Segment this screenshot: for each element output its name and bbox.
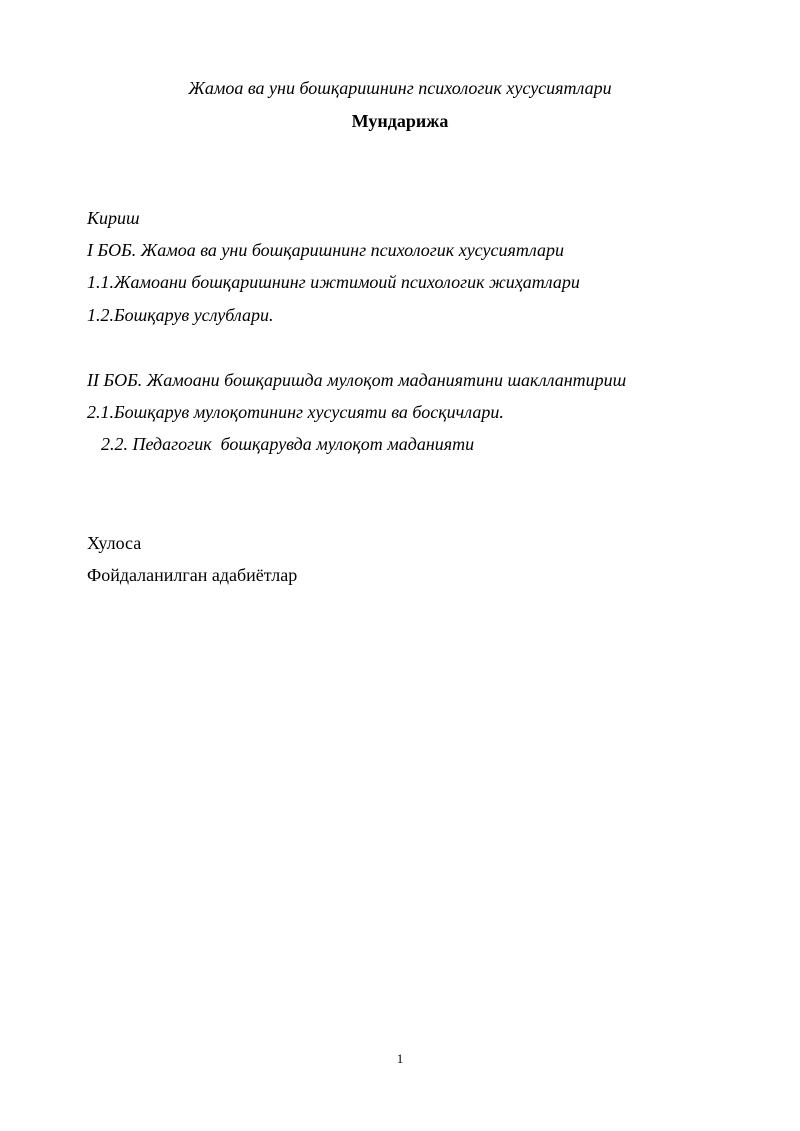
- toc-item-chapter-1: I БОБ. Жамоа ва уни бошқаришнинг психологик хусусиятлари: [87, 240, 564, 260]
- page-number: 1: [396, 1051, 404, 1066]
- toc-item-conclusion: Хулоса: [87, 533, 142, 553]
- toc-item-section-1-1: 1.1.Жамоани бошқаришнинг ижтимоий психологик жиҳатлари: [87, 272, 580, 292]
- page-title: Мундарижа: [351, 111, 449, 131]
- toc-item-section-2-1: 2.1.Бошқарув мулоқотининг хусусияти ва босқичлари.: [87, 402, 504, 422]
- toc-item-section-2-2: 2.2. Педагогик бошқарувда мулоқот маданияти: [101, 434, 475, 454]
- toc-item-references: Фойдаланилган адабиётлар: [87, 565, 298, 585]
- toc-item-intro: Кириш: [87, 208, 140, 228]
- toc-item-chapter-2: II БОБ. Жамоани бошқаришда мулоқот маданиятини шакллантириш: [87, 370, 627, 390]
- document-subtitle: Жамоа ва уни бошқаришнинг психологик хусусиятлари: [188, 78, 612, 98]
- toc-item-section-1-2: 1.2.Бошқарув услублари.: [87, 305, 274, 325]
